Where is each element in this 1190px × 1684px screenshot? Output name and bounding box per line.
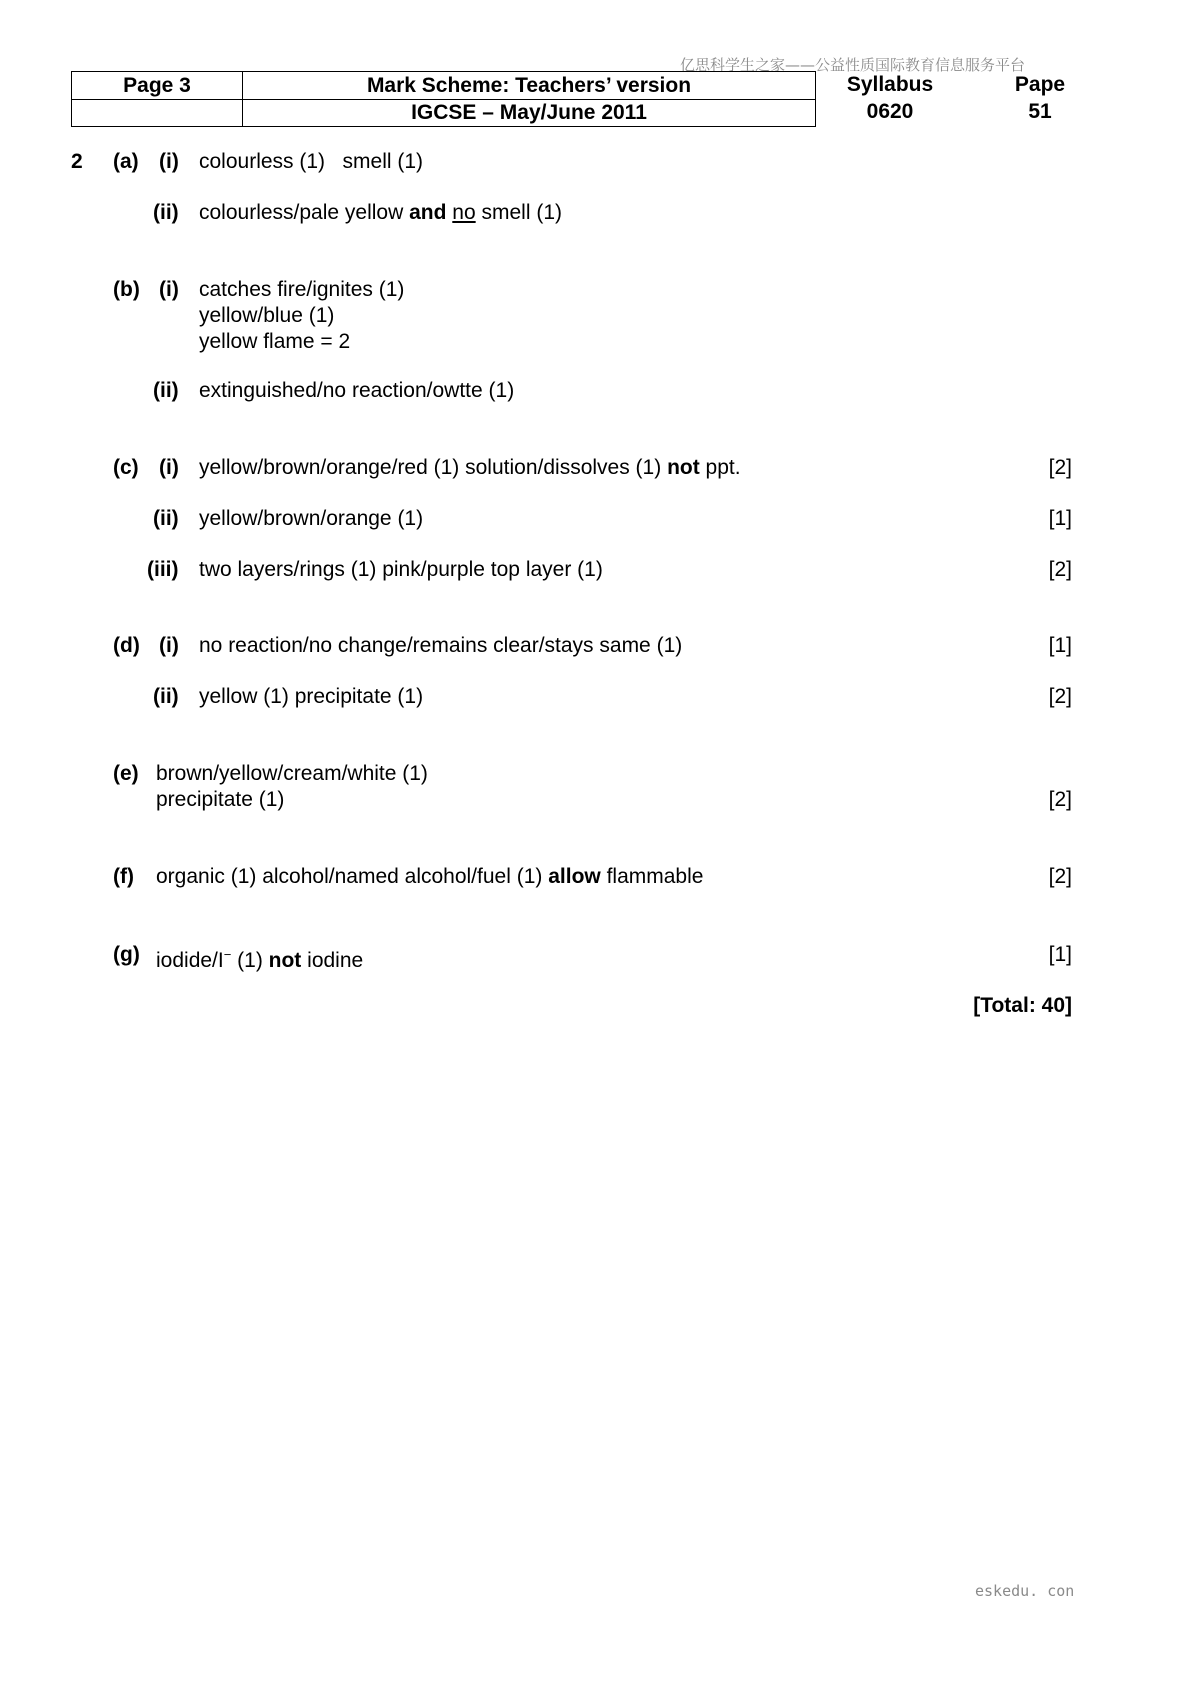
part-f-allow: allow	[548, 865, 601, 888]
header-syllabus-label: Syllabus	[846, 73, 934, 96]
part-d-i-mark: [1]	[1048, 634, 1072, 657]
part-a-ii-text-2: smell (1)	[475, 201, 562, 224]
header-title: Mark Scheme: Teachers’ version	[366, 74, 692, 97]
part-b-i-line1: catches fire/ignites (1)	[199, 278, 405, 301]
question-number: 2	[71, 150, 83, 173]
part-c-i-label: (i)	[159, 456, 179, 479]
part-g-text-2: (1)	[231, 949, 269, 972]
part-d-i-answer: no reaction/no change/remains clear/stays same (1)	[199, 634, 683, 657]
part-g-not: not	[268, 949, 302, 972]
part-g-answer	[156, 942, 363, 974]
part-b-ii-label: (ii)	[153, 379, 179, 402]
part-c-iii-label: (iii)	[147, 558, 179, 581]
part-f-label: (f)	[113, 865, 134, 888]
part-a-ii-answer	[199, 200, 562, 226]
part-c-i-text-1: yellow/brown/orange/red (1) solution/dissolves (1)	[199, 456, 668, 479]
header-subtitle: IGCSE – May/June 2011	[411, 101, 647, 124]
part-b-i-line2: yellow/blue (1)	[199, 304, 335, 327]
part-g-label: (g)	[113, 943, 140, 966]
part-g-text-1: iodide/I	[156, 949, 224, 972]
part-c-i-not: not	[667, 456, 700, 479]
header-paper-value: 51	[1028, 100, 1052, 123]
part-e-mark: [2]	[1048, 788, 1072, 811]
part-e-line1: brown/yellow/cream/white (1)	[156, 762, 428, 785]
part-c-i-text-2: ppt.	[699, 456, 741, 479]
part-c-ii-answer: yellow/brown/orange (1)	[199, 507, 424, 530]
part-b-ii-answer: extinguished/no reaction/owtte (1)	[199, 379, 515, 402]
part-d-ii-label: (ii)	[153, 685, 179, 708]
part-a-label: (a)	[113, 150, 139, 173]
part-a-i-answer: colourless (1) smell (1)	[199, 150, 424, 173]
part-a-ii-and: and	[409, 201, 447, 224]
part-c-i-answer	[199, 455, 741, 481]
part-e-label: (e)	[113, 762, 139, 785]
watermark-text: 亿思科学生之家——公益性质国际教育信息服务平台	[680, 56, 1026, 74]
part-a-ii-no: no	[452, 201, 476, 224]
header-paper-label: Pape	[1014, 73, 1066, 96]
part-b-i-label: (i)	[159, 278, 179, 301]
part-f-text-1: organic (1) alcohol/named alcohol/fuel (1)	[156, 865, 549, 888]
part-d-ii-answer: yellow (1) precipitate (1)	[199, 685, 424, 708]
part-c-label: (c)	[113, 456, 139, 479]
total-marks: [Total: 40]	[973, 994, 1072, 1017]
part-g-mark: [1]	[1048, 943, 1072, 966]
part-c-i-mark: [2]	[1048, 456, 1072, 479]
part-b-i-line3: yellow flame = 2	[199, 330, 351, 353]
part-c-iii-mark: [2]	[1048, 558, 1072, 581]
part-c-ii-label: (ii)	[153, 507, 179, 530]
part-d-label: (d)	[113, 634, 140, 657]
part-f-answer	[156, 864, 703, 890]
header-page: Page 3	[123, 74, 191, 97]
part-a-ii-label: (ii)	[153, 201, 179, 224]
part-e-line2: precipitate (1)	[156, 788, 285, 811]
header-table	[71, 71, 816, 127]
part-d-ii-mark: [2]	[1048, 685, 1072, 708]
part-g-superscript: −	[223, 947, 232, 962]
part-a-i-label: (i)	[159, 150, 179, 173]
part-a-ii-text-1: colourless/pale yellow	[199, 201, 410, 224]
part-d-i-label: (i)	[159, 634, 179, 657]
part-g-text-3: iodine	[301, 949, 364, 972]
part-c-iii-answer: two layers/rings (1) pink/purple top layer (1)	[199, 558, 603, 581]
part-c-ii-mark: [1]	[1048, 507, 1072, 530]
part-f-text-2: flammable	[600, 865, 704, 888]
part-b-label: (b)	[113, 278, 140, 301]
footer-site-text: eskedu. con	[975, 1582, 1075, 1600]
header-syllabus-value: 0620	[866, 100, 914, 123]
part-f-mark: [2]	[1048, 865, 1072, 888]
